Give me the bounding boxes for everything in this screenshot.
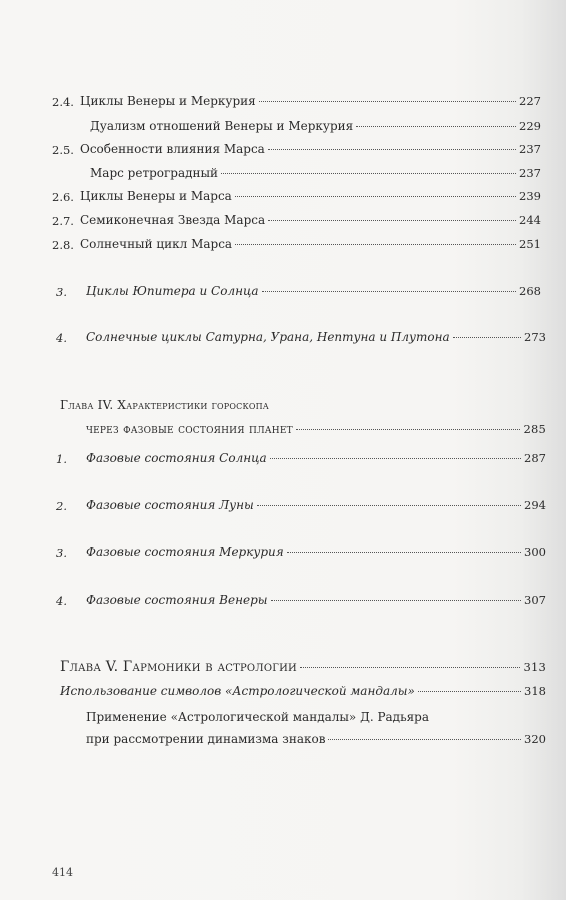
page-number: 229 — [519, 119, 541, 133]
toc-entry[interactable] — [80, 142, 541, 156]
entry-title: при рассмотрении динамизма знаков — [86, 732, 326, 746]
entry-title[interactable]: Применение «Астрологической мандалы» Д. Радьяра — [86, 710, 430, 724]
toc-entry[interactable] — [80, 213, 541, 227]
section-number: 3. — [56, 546, 67, 560]
section-number: 2.6. — [52, 190, 74, 204]
page-number: 227 — [519, 94, 541, 108]
toc-entry[interactable] — [60, 659, 546, 675]
page-number: 237 — [519, 166, 541, 180]
page-number: 239 — [519, 189, 541, 203]
toc-entry[interactable] — [86, 451, 546, 465]
leader-dots — [287, 551, 521, 553]
page-number: 244 — [519, 213, 541, 227]
leader-dots — [296, 428, 521, 430]
entry-title: Фазовые состояния Венеры — [86, 593, 268, 607]
entry-title: через фазовые состояния планет — [86, 422, 293, 437]
entry-title: Семиконечная Звезда Марса — [80, 213, 266, 227]
leader-dots — [270, 457, 521, 459]
toc-entry[interactable] — [86, 498, 546, 512]
toc-entry[interactable] — [86, 422, 546, 437]
entry-title: Особенности влияния Марса — [80, 142, 265, 156]
page-number: 237 — [519, 142, 541, 156]
entry-title: Циклы Венеры и Меркурия — [80, 94, 256, 108]
toc-entry[interactable] — [86, 593, 546, 607]
page-number: 287 — [524, 451, 546, 465]
section-number: 2.7. — [52, 214, 74, 228]
entry-title: Циклы Венеры и Марса — [80, 189, 232, 203]
leader-dots — [300, 666, 521, 668]
page-number: 294 — [524, 498, 546, 512]
entry-title: Солнечные циклы Сатурна, Урана, Нептуна и Плутона — [86, 330, 450, 344]
page-number: 320 — [524, 732, 546, 746]
page-number: 285 — [523, 422, 546, 436]
leader-dots — [418, 690, 521, 692]
toc-entry[interactable] — [90, 119, 541, 133]
entry-title: Солнечный цикл Марса — [80, 237, 233, 251]
entry-title: Использование символов «Астрологической мандалы» — [60, 684, 415, 698]
toc-entry[interactable] — [80, 237, 541, 251]
leader-dots — [356, 125, 516, 127]
toc-entry[interactable] — [86, 330, 546, 344]
leader-dots — [271, 599, 522, 601]
page-number: 313 — [523, 660, 546, 674]
toc-entry[interactable] — [80, 189, 541, 203]
toc-entry[interactable] — [60, 684, 546, 698]
section-number: 4. — [56, 594, 67, 608]
leader-dots — [259, 100, 516, 102]
entry-title: Марс ретроградный — [90, 166, 219, 180]
section-number: 2.5. — [52, 143, 74, 157]
section-number: 4. — [56, 331, 67, 345]
leader-dots — [262, 290, 517, 292]
leader-dots — [235, 243, 516, 245]
page-number: 273 — [524, 330, 546, 344]
leader-dots — [221, 172, 516, 174]
chapter-heading: Глава V. Гармоники в астрологии — [60, 659, 297, 675]
section-number: 2. — [56, 499, 67, 513]
leader-dots — [235, 195, 516, 197]
page-number: 318 — [524, 684, 546, 698]
entry-title: Фазовые состояния Меркурия — [86, 545, 284, 559]
toc-entry[interactable] — [90, 166, 541, 180]
section-number: 2.4. — [52, 95, 74, 109]
entry-title: Фазовые состояния Луны — [86, 498, 254, 512]
page-number: 307 — [524, 593, 546, 607]
leader-dots — [268, 148, 516, 150]
toc-entry[interactable] — [80, 94, 541, 108]
leader-dots — [268, 219, 516, 221]
leader-dots — [453, 336, 521, 338]
entry-title: Дуализм отношений Венеры и Меркурия — [90, 119, 354, 133]
toc-entry[interactable] — [86, 284, 541, 298]
leader-dots — [257, 504, 521, 506]
page-number: 300 — [524, 545, 546, 559]
toc-entry[interactable] — [86, 732, 546, 746]
toc-entry[interactable] — [86, 545, 546, 559]
section-number: 3. — [56, 285, 67, 299]
chapter-heading[interactable]: Глава IV. Характеристики гороскопа — [60, 398, 270, 412]
entry-title: Циклы Юпитера и Солнца — [86, 284, 259, 298]
page-number: 251 — [519, 237, 541, 251]
page-number: 268 — [519, 284, 541, 298]
entry-title: Фазовые состояния Солнца — [86, 451, 267, 465]
section-number: 1. — [56, 452, 67, 466]
leader-dots — [328, 738, 521, 740]
folio-page-number: 414 — [52, 866, 73, 879]
section-number: 2.8. — [52, 238, 74, 252]
